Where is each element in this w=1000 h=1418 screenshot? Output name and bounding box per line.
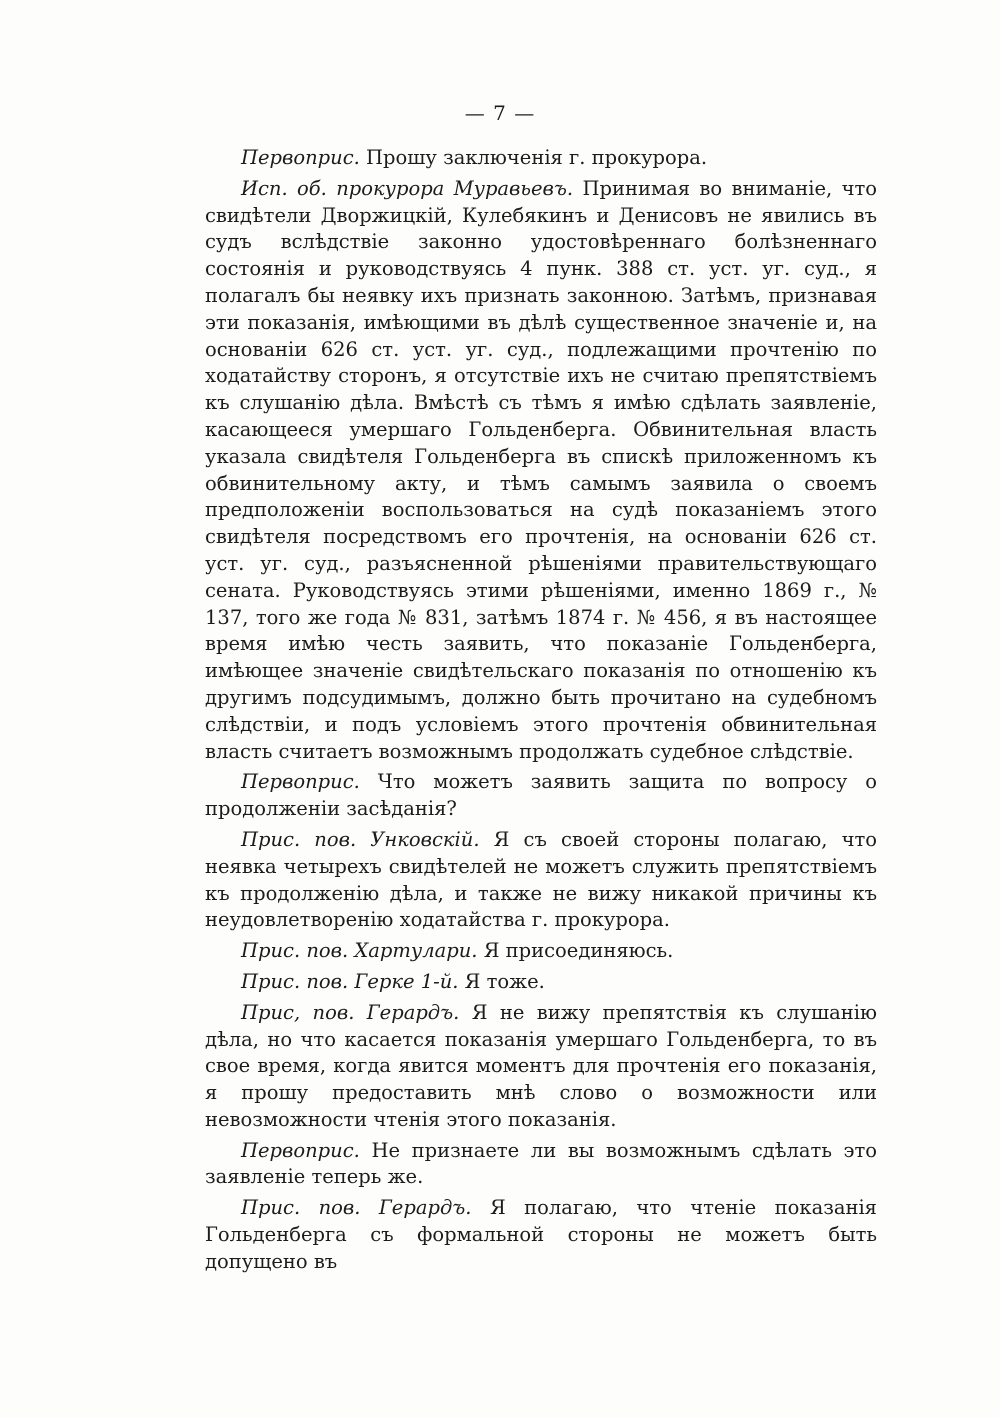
paragraph [205, 176, 877, 766]
speech-text: Я полагаю, что чтеніе показанія Гольденберга съ формальной стороны не можетъ быть допущено въ [205, 1196, 877, 1273]
speaker-label: Первоприс. [241, 146, 360, 169]
speaker-label: Исп. об. прокурора Муравьевъ. [241, 176, 574, 200]
paragraph [205, 1138, 877, 1192]
speaker-label: Прис. пов. Герардъ. [241, 1196, 472, 1220]
speech-text: Я тоже. [458, 969, 545, 993]
speech-text: Я съ своей стороны полагаю, что неявка четырехъ свидѣтелей не можетъ служить препятствіемъ къ продолженію дѣла, и также не вижу никакой причины къ неудовлетворенію ходатайства г. прокурора. [205, 827, 877, 932]
paragraph [205, 827, 877, 934]
speech-text: Я не вижу препятствія къ слушанію дѣла, но что касается показанія умершаго Гольденберга, то въ свое время, когда явится моментъ для прочтенія его показанія, я прошу предоставить мнѣ слово о возможности или невозможности чтенія этого показанія. [205, 1000, 877, 1131]
speaker-label: Прис. пов. Унковскій. [241, 827, 480, 851]
speaker-label: Прис, пов. Герардъ. [241, 1000, 460, 1024]
paragraph [205, 1195, 877, 1275]
speech-text: Не признаете ли вы возможнымъ сдѣлать это заявленіе теперь же. [205, 1138, 877, 1189]
speech-text: Что можетъ заявить защита по вопросу о продолженіи засѣданія? [205, 770, 877, 821]
speech-text: Принимая во вниманіе, что свидѣтели Дворжицкій, Кулебякинъ и Денисовъ не явились въ судъ вслѣдствіе законно удостовѣреннаго болѣзненнаго состоянія и руководствуясь 4 пунк. 388 ст. уст. уг. суд., я полагалъ бы неявку ихъ признать законною. Затѣмъ, признавая эти показанія, имѣющими въ дѣлѣ существенное значеніе и, на основаніи 626 ст. уст. уг. суд., подлежащими прочтенію по ходатайству сторонъ, я отсутствіе ихъ не считаю препятствіемъ къ слушанію дѣла. Вмѣстѣ съ тѣмъ я имѣю сдѣлать заявленіе, касающееся умершаго Гольденберга. Обвинительная власть указала свидѣтеля Гольденберга въ спискѣ приложенномъ къ обвинительному акту, и тѣмъ самымъ заявила о своемъ предположеніи воспользоваться на судѣ показаніемъ этого свидѣтеля посредствомъ его прочтенія, на основаніи 626 ст. уст. уг. суд., разъясненной рѣшеніями правительствующаго сената. Руководствуясь этими рѣшеніями, именно 1869 г., № 137, того же года № 831, затѣмъ 1874 г. № 456, я въ настоящее время имѣю честь заявить, что показаніе Гольденберга, имѣющее значеніе свидѣтельскаго показанія по отношенію къ другимъ подсудимымъ, должно быть прочитано на судебномъ слѣдствіи, и подъ условіемъ этого прочтенія обвинительная власть считаетъ возможнымъ продолжать судебное слѣдствіе. [205, 176, 877, 763]
page-number: — 7 — [464, 101, 536, 125]
speech-text: Я присоединяюсь. [477, 939, 674, 963]
paragraph [205, 969, 877, 996]
speaker-label: Первоприс. [241, 1138, 360, 1162]
speaker-label: Прис. пов. Хартулари. [241, 939, 478, 963]
speaker-label: Прис. пов. Герке 1-й. [241, 969, 459, 993]
body-text [205, 145, 877, 1280]
paragraph [205, 938, 877, 965]
paragraph [205, 1000, 877, 1134]
paragraph [205, 769, 877, 823]
paragraph [205, 145, 877, 172]
speaker-label: Первоприс. [241, 770, 360, 794]
speech-text: Прошу заключенія г. прокурора. [359, 146, 708, 169]
